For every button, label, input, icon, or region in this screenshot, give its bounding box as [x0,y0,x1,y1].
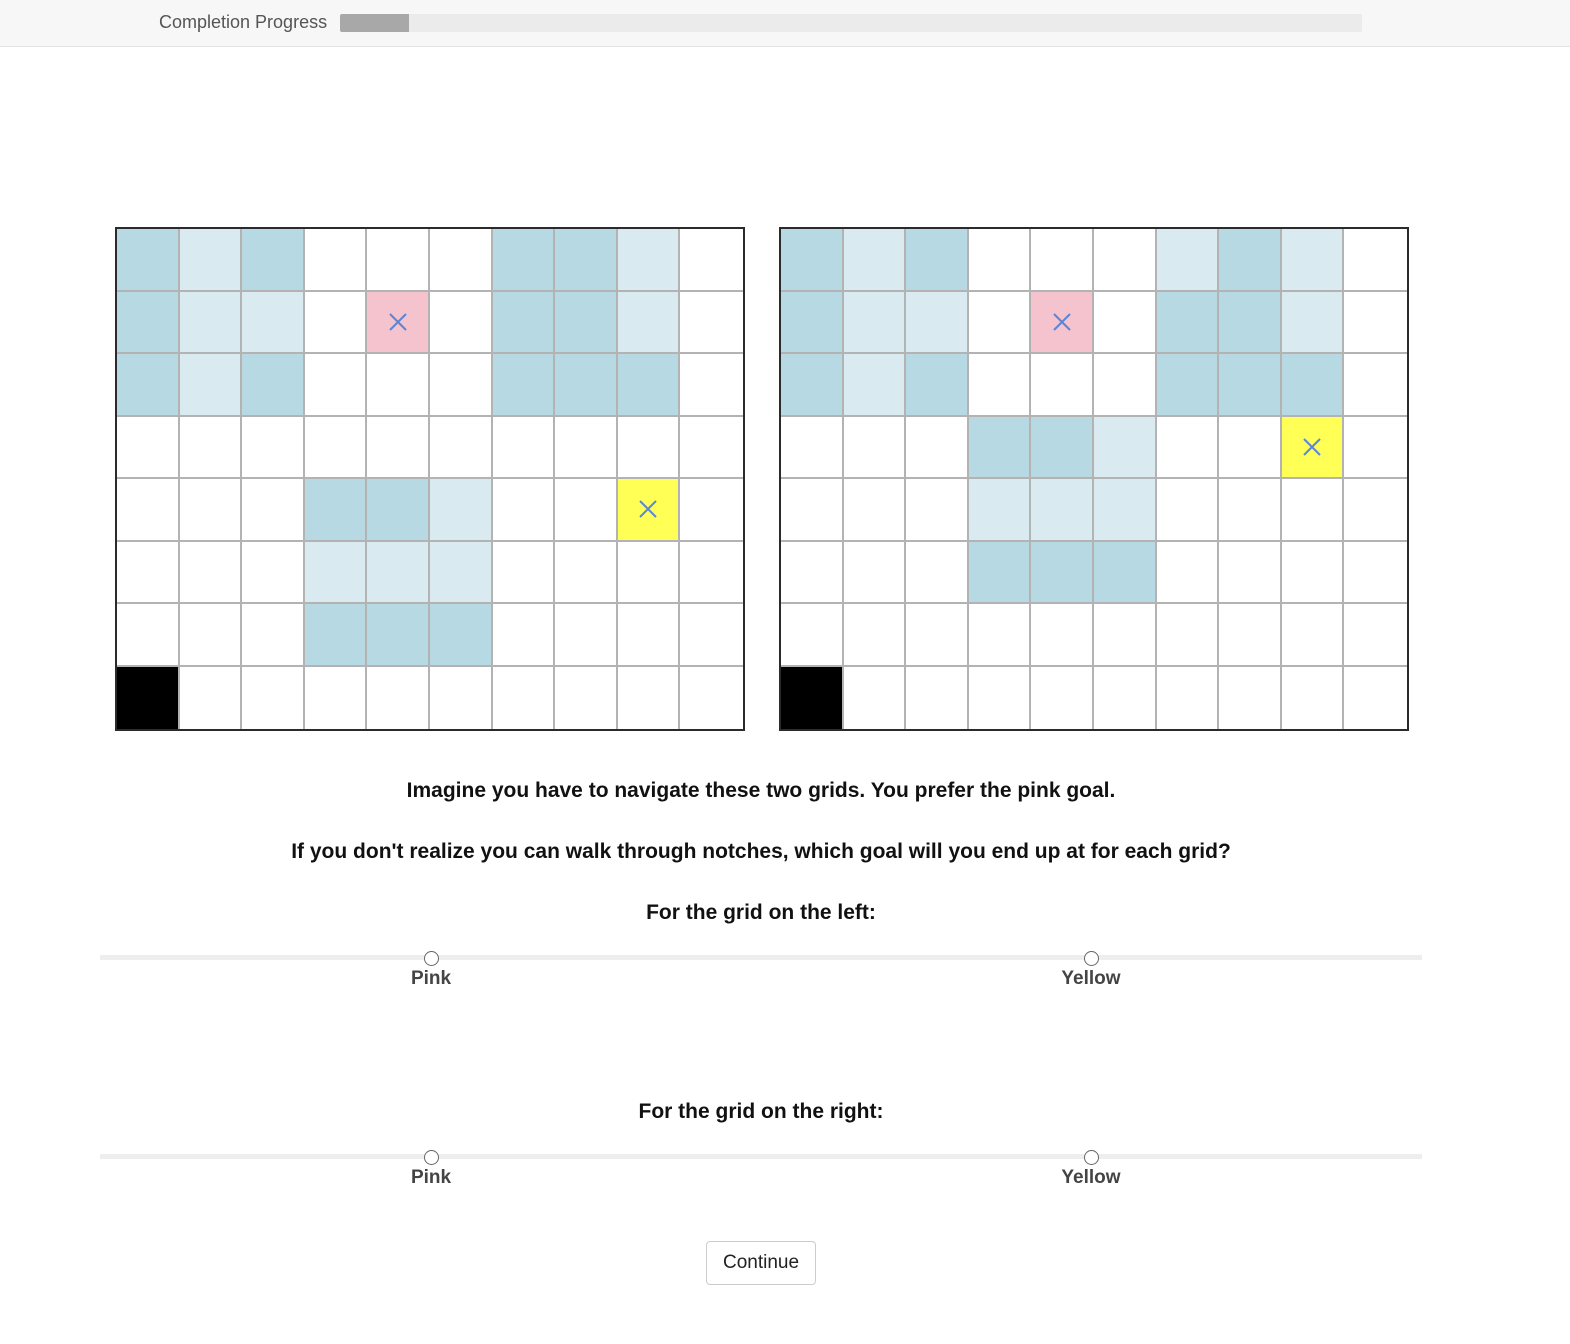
empty [1157,542,1220,605]
dark-blue-tile [555,292,618,355]
empty [1344,667,1407,730]
empty [680,229,743,292]
left-yellow-label: Yellow [1061,968,1121,989]
empty [1344,542,1407,605]
empty [242,604,305,667]
progress-header [0,0,1570,47]
empty [555,479,618,542]
instruction-question: If you don't realize you can walk through notches, which goal will you end up at for each grid? [291,840,1231,863]
empty [493,479,556,542]
yellow-goal [1282,417,1345,480]
dark-blue-tile [430,604,493,667]
light-blue-tile [180,229,243,292]
empty [1031,229,1094,292]
empty [367,667,430,730]
empty [180,604,243,667]
empty [555,417,618,480]
empty [1094,604,1157,667]
dark-blue-tile [305,604,368,667]
empty [555,542,618,605]
right-answer-scale [100,1154,1422,1159]
empty [242,542,305,605]
dark-blue-tile [618,354,681,417]
right-option-yellow[interactable] [1031,1150,1151,1189]
dark-blue-tile [1219,229,1282,292]
empty [618,604,681,667]
empty [242,667,305,730]
light-blue-tile [305,542,368,605]
empty [1219,667,1282,730]
empty [1157,667,1220,730]
light-blue-tile [1157,229,1220,292]
dark-blue-tile [906,354,969,417]
light-blue-tile [844,292,907,355]
light-blue-tile [242,292,305,355]
light-blue-tile [618,229,681,292]
start-square [781,667,844,730]
empty [305,667,368,730]
empty [1344,479,1407,542]
dark-blue-tile [242,354,305,417]
light-blue-tile [1282,292,1345,355]
dark-blue-tile [1219,292,1282,355]
left-pink-label: Pink [410,968,452,989]
empty [180,479,243,542]
empty [1094,229,1157,292]
x-mark-icon [1050,310,1074,334]
light-blue-tile [1094,479,1157,542]
empty [242,479,305,542]
empty [1031,667,1094,730]
empty [430,667,493,730]
x-mark-icon [386,310,410,334]
dark-blue-tile [1094,542,1157,605]
empty [430,417,493,480]
empty [844,667,907,730]
dark-blue-tile [1031,417,1094,480]
empty [555,667,618,730]
light-blue-tile [906,292,969,355]
empty [367,354,430,417]
empty [618,667,681,730]
empty [117,417,180,480]
left-option-yellow[interactable] [1031,951,1151,990]
empty [680,667,743,730]
light-blue-tile [180,354,243,417]
empty [1219,604,1282,667]
light-blue-tile [618,292,681,355]
dark-blue-tile [117,354,180,417]
empty [1344,292,1407,355]
light-blue-tile [1031,479,1094,542]
light-blue-tile [1282,229,1345,292]
empty [1344,354,1407,417]
dark-blue-tile [493,354,556,417]
progress-label: Completion Progress [159,12,328,32]
empty [493,542,556,605]
empty [430,354,493,417]
empty [1157,479,1220,542]
empty [906,542,969,605]
empty [493,417,556,480]
dark-blue-tile [493,292,556,355]
empty [555,604,618,667]
empty [844,479,907,542]
empty [180,542,243,605]
left-option-pink[interactable] [371,951,491,990]
right-yellow-label: Yellow [1061,1167,1121,1188]
dark-blue-tile [367,604,430,667]
empty [305,354,368,417]
left-pink-radio[interactable] [424,951,439,966]
light-blue-tile [1094,417,1157,480]
empty [1344,604,1407,667]
dark-blue-tile [242,229,305,292]
empty [969,229,1032,292]
empty [1282,479,1345,542]
light-blue-tile [844,229,907,292]
left-yellow-radio[interactable] [1084,951,1099,966]
empty [1031,604,1094,667]
light-blue-tile [180,292,243,355]
empty [180,417,243,480]
empty [781,479,844,542]
empty [680,417,743,480]
dark-blue-tile [1157,354,1220,417]
empty [1282,542,1345,605]
dark-blue-tile [117,292,180,355]
right-grid-question: For the grid on the right: [638,1100,884,1123]
dark-blue-tile [1282,354,1345,417]
dark-blue-tile [305,479,368,542]
empty [430,229,493,292]
empty [680,604,743,667]
empty [969,604,1032,667]
empty [781,542,844,605]
empty [680,354,743,417]
pink-goal [367,292,430,355]
empty [906,604,969,667]
empty [906,479,969,542]
empty [1344,229,1407,292]
empty [305,292,368,355]
continue-button[interactable]: Continue [706,1241,816,1285]
empty [1094,354,1157,417]
empty [680,479,743,542]
dark-blue-tile [1157,292,1220,355]
empty [305,229,368,292]
left-grid-question: For the grid on the left: [646,901,876,924]
empty [1219,542,1282,605]
dark-blue-tile [367,479,430,542]
instruction-preference: Imagine you have to navigate these two grids. You prefer the pink goal. [406,779,1116,802]
start-square [117,667,180,730]
right-pink-radio[interactable] [424,1150,439,1165]
dark-blue-tile [493,229,556,292]
empty [493,667,556,730]
empty [305,417,368,480]
empty [1219,417,1282,480]
dark-blue-tile [1031,542,1094,605]
empty [618,417,681,480]
dark-blue-tile [906,229,969,292]
empty [680,292,743,355]
yellow-goal [618,479,681,542]
empty [906,417,969,480]
empty [1031,354,1094,417]
empty [430,292,493,355]
empty [781,417,844,480]
light-blue-tile [367,542,430,605]
dark-blue-tile [555,354,618,417]
progress-bar [340,14,1362,32]
empty [969,292,1032,355]
empty [969,354,1032,417]
empty [1094,292,1157,355]
right-option-pink[interactable] [371,1150,491,1189]
x-mark-icon [636,497,660,521]
left-answer-scale [100,955,1422,960]
dark-blue-tile [969,417,1032,480]
empty [1344,417,1407,480]
empty [680,542,743,605]
dark-blue-tile [781,292,844,355]
empty [117,604,180,667]
dark-blue-tile [969,542,1032,605]
empty [493,604,556,667]
empty [906,667,969,730]
empty [844,417,907,480]
empty [1157,604,1220,667]
right-pink-label: Pink [410,1167,452,1188]
x-mark-icon [1300,435,1324,459]
light-blue-tile [430,479,493,542]
dark-blue-tile [781,229,844,292]
light-blue-tile [969,479,1032,542]
dark-blue-tile [117,229,180,292]
empty [1282,667,1345,730]
empty [844,542,907,605]
empty [367,417,430,480]
progress-bar-fill [340,14,409,32]
empty [1219,479,1282,542]
dark-blue-tile [1219,354,1282,417]
dark-blue-tile [555,229,618,292]
light-blue-tile [844,354,907,417]
empty [367,229,430,292]
left-grid [115,227,745,731]
empty [781,604,844,667]
right-grid [779,227,1409,731]
pink-goal [1031,292,1094,355]
dark-blue-tile [781,354,844,417]
empty [117,542,180,605]
right-yellow-radio[interactable] [1084,1150,1099,1165]
empty [969,667,1032,730]
empty [618,542,681,605]
empty [1094,667,1157,730]
empty [1157,417,1220,480]
empty [117,479,180,542]
light-blue-tile [430,542,493,605]
empty [180,667,243,730]
empty [844,604,907,667]
empty [242,417,305,480]
empty [1282,604,1345,667]
